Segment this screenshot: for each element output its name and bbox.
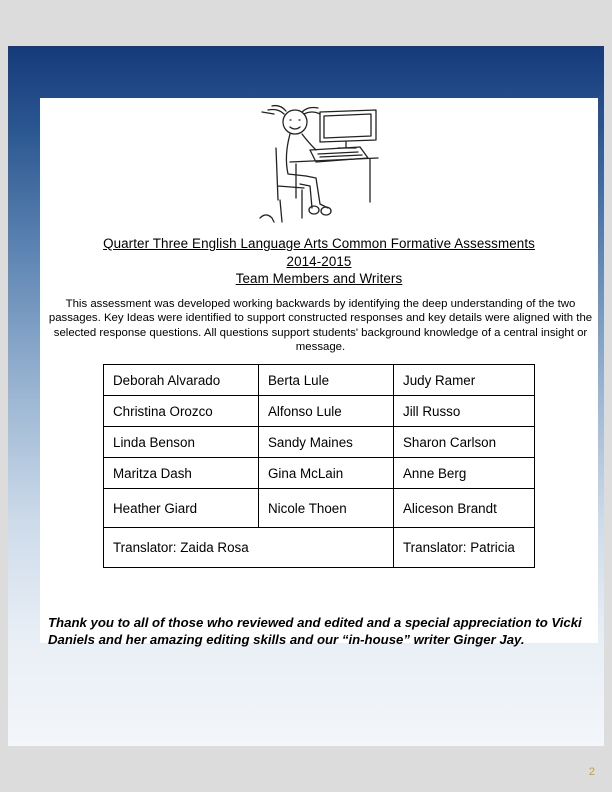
translator-cell: Translator: Patricia — [394, 528, 535, 568]
intro-paragraph: This assessment was developed working backwards by identifying the deep understanding of the two passages. Key Ideas were identified to support constructed responses and key details were aligned with the selected response questions. All questions support students' background knowledge of a central insight or message. — [48, 298, 593, 354]
member-cell: Gina McLain — [259, 458, 394, 489]
member-cell: Christina Orozco — [104, 396, 259, 427]
document-title — [40, 235, 598, 288]
table-row — [104, 458, 535, 489]
member-cell: Anne Berg — [394, 458, 535, 489]
member-cell: Nicole Thoen — [259, 489, 394, 528]
title-line-3: Team Members and Writers — [235, 271, 403, 286]
member-cell: Deborah Alvarado — [104, 365, 259, 396]
student-at-computer-illustration — [250, 100, 390, 230]
title-line-1: Quarter Three English Language Arts Common Formative Assessments — [103, 236, 535, 251]
member-cell: Maritza Dash — [104, 458, 259, 489]
member-cell: Jill Russo — [394, 396, 535, 427]
table-row — [104, 365, 535, 396]
table-row — [104, 396, 535, 427]
title-line-2: 2014-2015 — [286, 253, 352, 269]
acknowledgement-text: Thank you to all of those who reviewed and edited and a special appreciation to Vicki Daniels and her amazing editing skills and our “in-house” writer Ginger Jay. — [48, 615, 582, 647]
translator-cell: Translator: Zaida Rosa — [104, 528, 394, 568]
member-cell: Berta Lule — [259, 365, 394, 396]
translator-row — [104, 528, 535, 568]
member-cell: Judy Ramer — [394, 365, 535, 396]
member-cell: Aliceson Brandt — [394, 489, 535, 528]
member-cell: Alfonso Lule — [259, 396, 394, 427]
table-row — [104, 427, 535, 458]
member-cell: Sandy Maines — [259, 427, 394, 458]
member-cell: Linda Benson — [104, 427, 259, 458]
page-number: 2 — [588, 766, 595, 778]
team-members-table — [103, 364, 535, 568]
table-row — [104, 489, 535, 528]
member-cell: Sharon Carlson — [394, 427, 535, 458]
member-cell: Heather Giard — [104, 489, 259, 528]
